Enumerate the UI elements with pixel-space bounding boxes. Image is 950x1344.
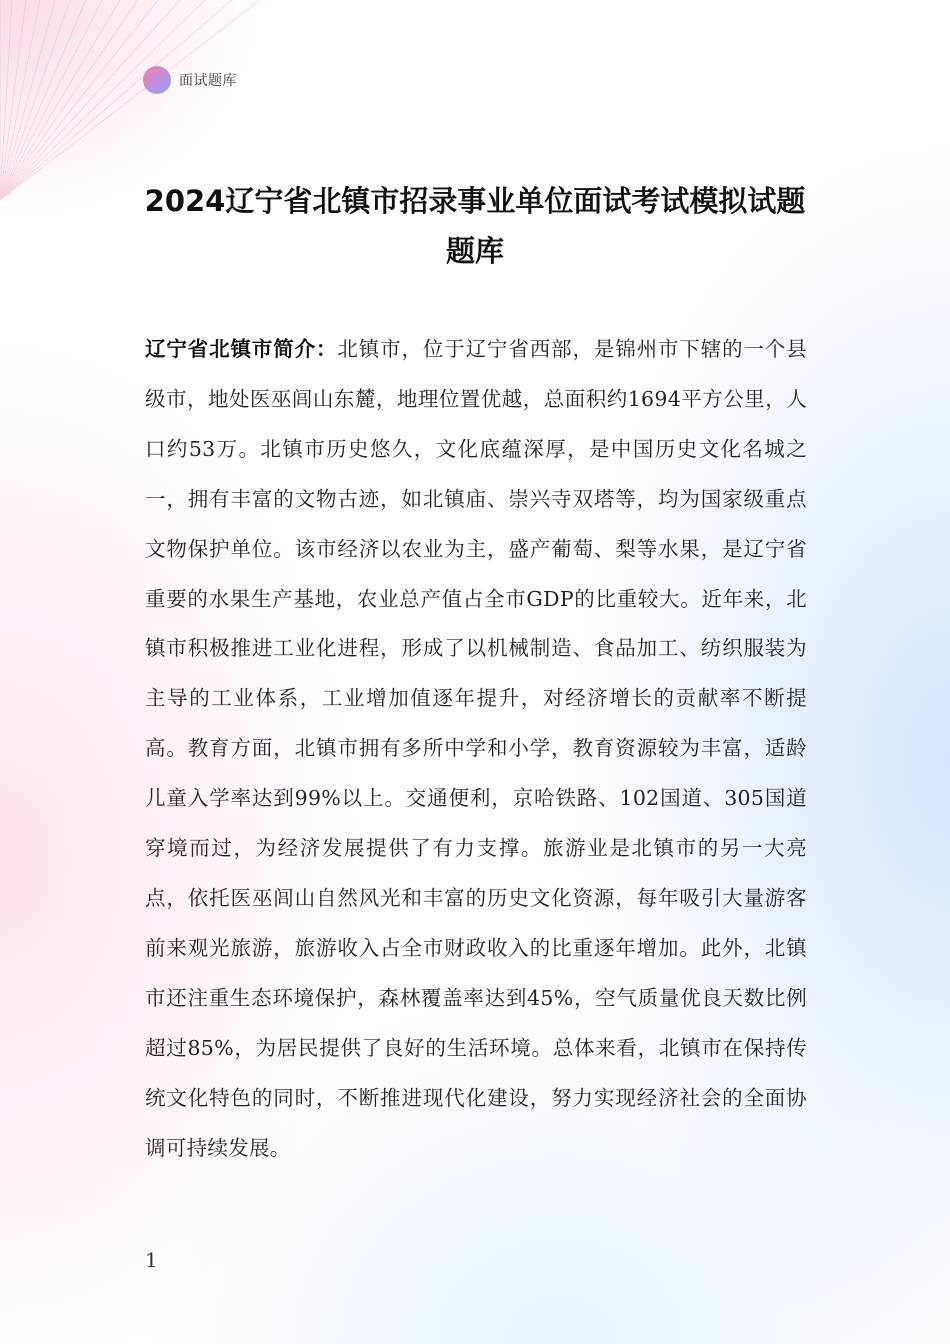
intro-label: 辽宁省北镇市简介： bbox=[145, 337, 338, 361]
intro-body: 北镇市，位于辽宁省西部，是锦州市下辖的一个县级市，地处医巫闾山东麓，地理位置优越，总面积约1694平方公里，人口约53万。北镇市历史悠久，文化底蕴深厚，是中国历史文化名城之一，拥有丰富的文物古迹，如北镇庙、崇兴寺双塔等，均为国家级重点文物保护单位。该市经济以农业为主，盛产葡萄、梨等水果，是辽宁省重要的水果生产基地，农业总产值占全市GDP的比重较大。近年来，北镇市积极推进工业化进程，形成了以机械制造、食品加工、纺织服装为主导的工业体系，工业增加值逐年提升，对经济增长的贡献率不断提高。教育方面，北镇市拥有多所中学和小学，教育资源较为丰富，适龄儿童入学率达到99%以上。交通便利，京哈铁路、102国道、305国道穿境而过，为经济发展提供了有力支撑。旅游业是北镇市的另一大亮点，依托医巫闾山自然风光和丰富的历史文化资源，每年吸引大量游客前来观光旅游，旅游收入占全市财政收入的比重逐年增加。此外，北镇市还注重生态环境保护，森林覆盖率达到45%，空气质量优良天数比例超过85%，为居民提供了良好的生活环境。总体来看，北镇市在保持传统文化特色的同时，不断推进现代化建设，努力实现经济社会的全面协调可持续发展。 bbox=[145, 337, 807, 1160]
header bbox=[143, 66, 237, 94]
intro-paragraph bbox=[145, 325, 807, 1173]
document-title: 2024辽宁省北镇市招录事业单位面试考试模拟试题题库 bbox=[144, 184, 806, 268]
gradient-circle-logo-icon bbox=[143, 66, 171, 94]
brand-label: 面试题库 bbox=[179, 73, 237, 89]
page-number: 1 bbox=[145, 1248, 158, 1272]
decorative-corner-lines bbox=[0, 0, 260, 200]
